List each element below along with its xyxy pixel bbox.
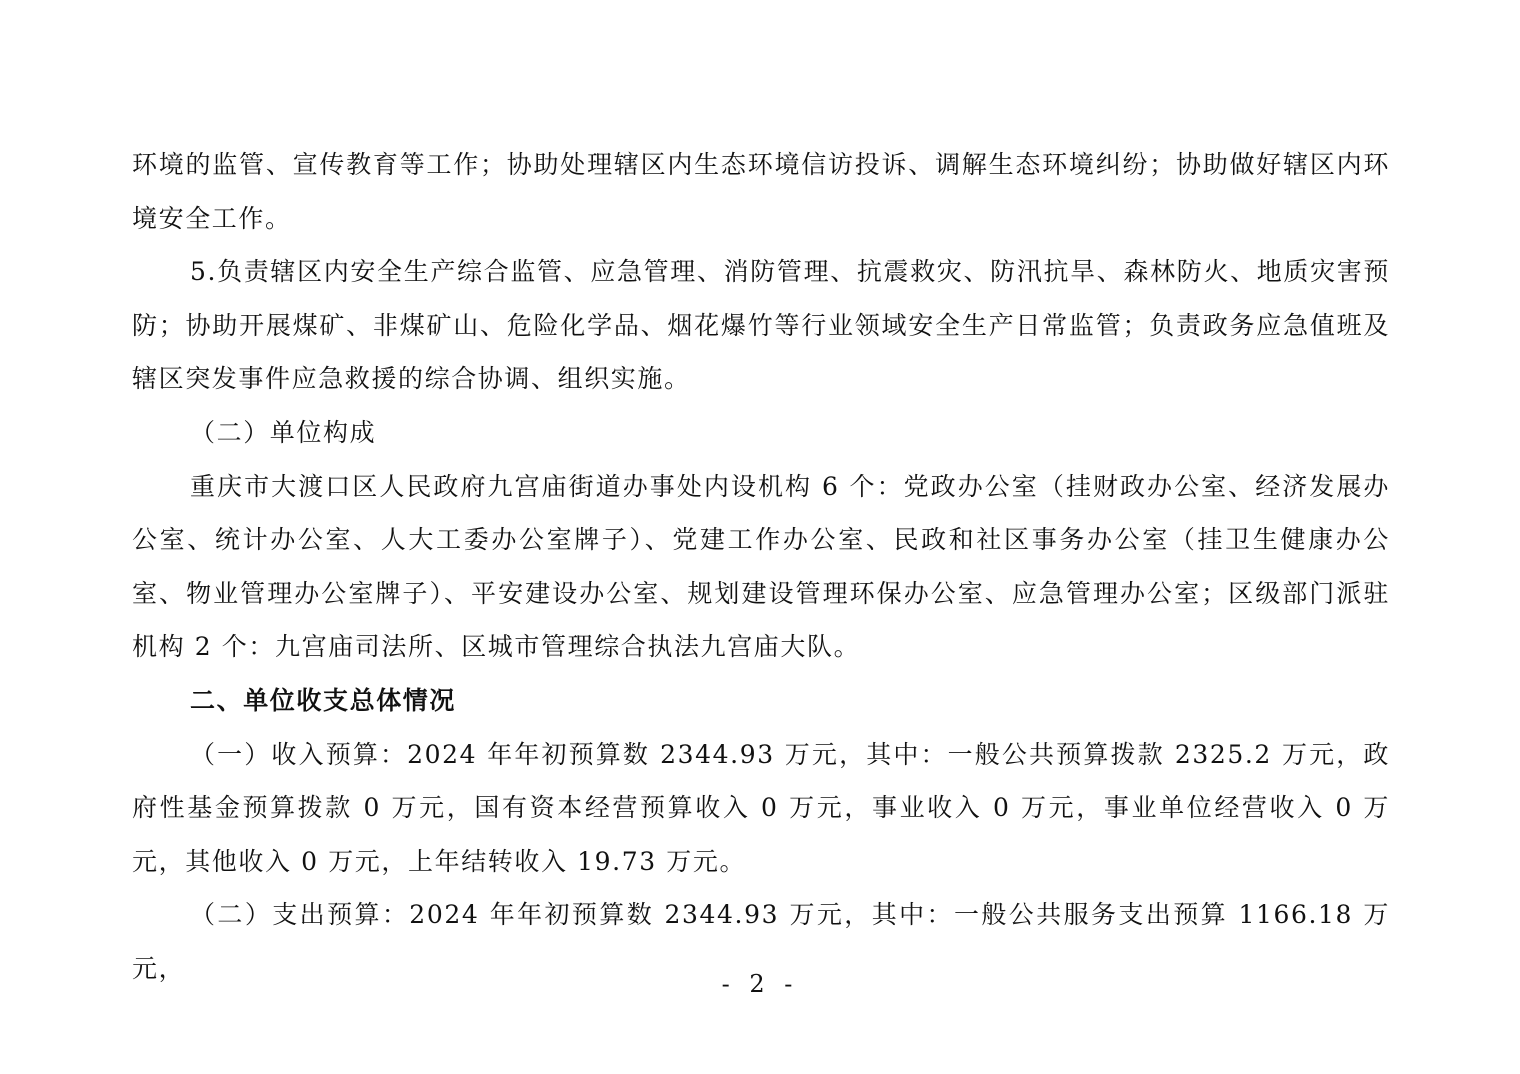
- section-heading-budget-overview: 二、单位收支总体情况: [190, 685, 457, 715]
- paragraph-unit-composition: 重庆市大渡口区人民政府九宫庙街道办事处内设机构 6 个：党政办公室（挂财政办公室、经济发展办公室、统计办公室、人大工委办公室牌子）、党建工作办公室、民政和社区事务办公室（挂卫生健康办公室、物业管理办公室牌子）、平安建设办公室、规划建设管理环保办公室、应急管理办公室；区级部门派驻机构 2 个：九宫庙司法所、区城市管理综合执法九宫庙大队。: [132, 471, 1390, 662]
- section-heading-unit-composition: （二）单位构成: [190, 417, 377, 447]
- paragraph-expenditure-budget: （二）支出预算：2024 年年初预算数 2344.93 万元，其中：一般公共服务支出预算 1166.18 万元，: [132, 900, 1390, 983]
- paragraph-environment-duties: 环境的监管、宣传教育等工作；协助处理辖区内生态环境信访投诉、调解生态环境纠纷；协助做好辖区内环境安全工作。: [132, 150, 1390, 233]
- page-number: - 2 -: [721, 970, 799, 998]
- paragraph-income-budget: （一）收入预算：2024 年年初预算数 2344.93 万元，其中：一般公共预算拨款 2325.2 万元，政府性基金预算拨款 0 万元，国有资本经营预算收入 0 万元，事业收入 0 万元，事业单位经营收入 0 万元，其他收入 0 万元，上年结转收入 19.73 万元。: [132, 739, 1390, 876]
- document-body: [132, 138, 1390, 996]
- paragraph-safety-duties: 5.负责辖区内安全生产综合监管、应急管理、消防管理、抗震救灾、防汛抗旱、森林防火、地质灾害预防；协助开展煤矿、非煤矿山、危险化学品、烟花爆竹等行业领域安全生产日常监管；负责政务应急值班及辖区突发事件应急救援的综合协调、组织实施。: [132, 257, 1390, 394]
